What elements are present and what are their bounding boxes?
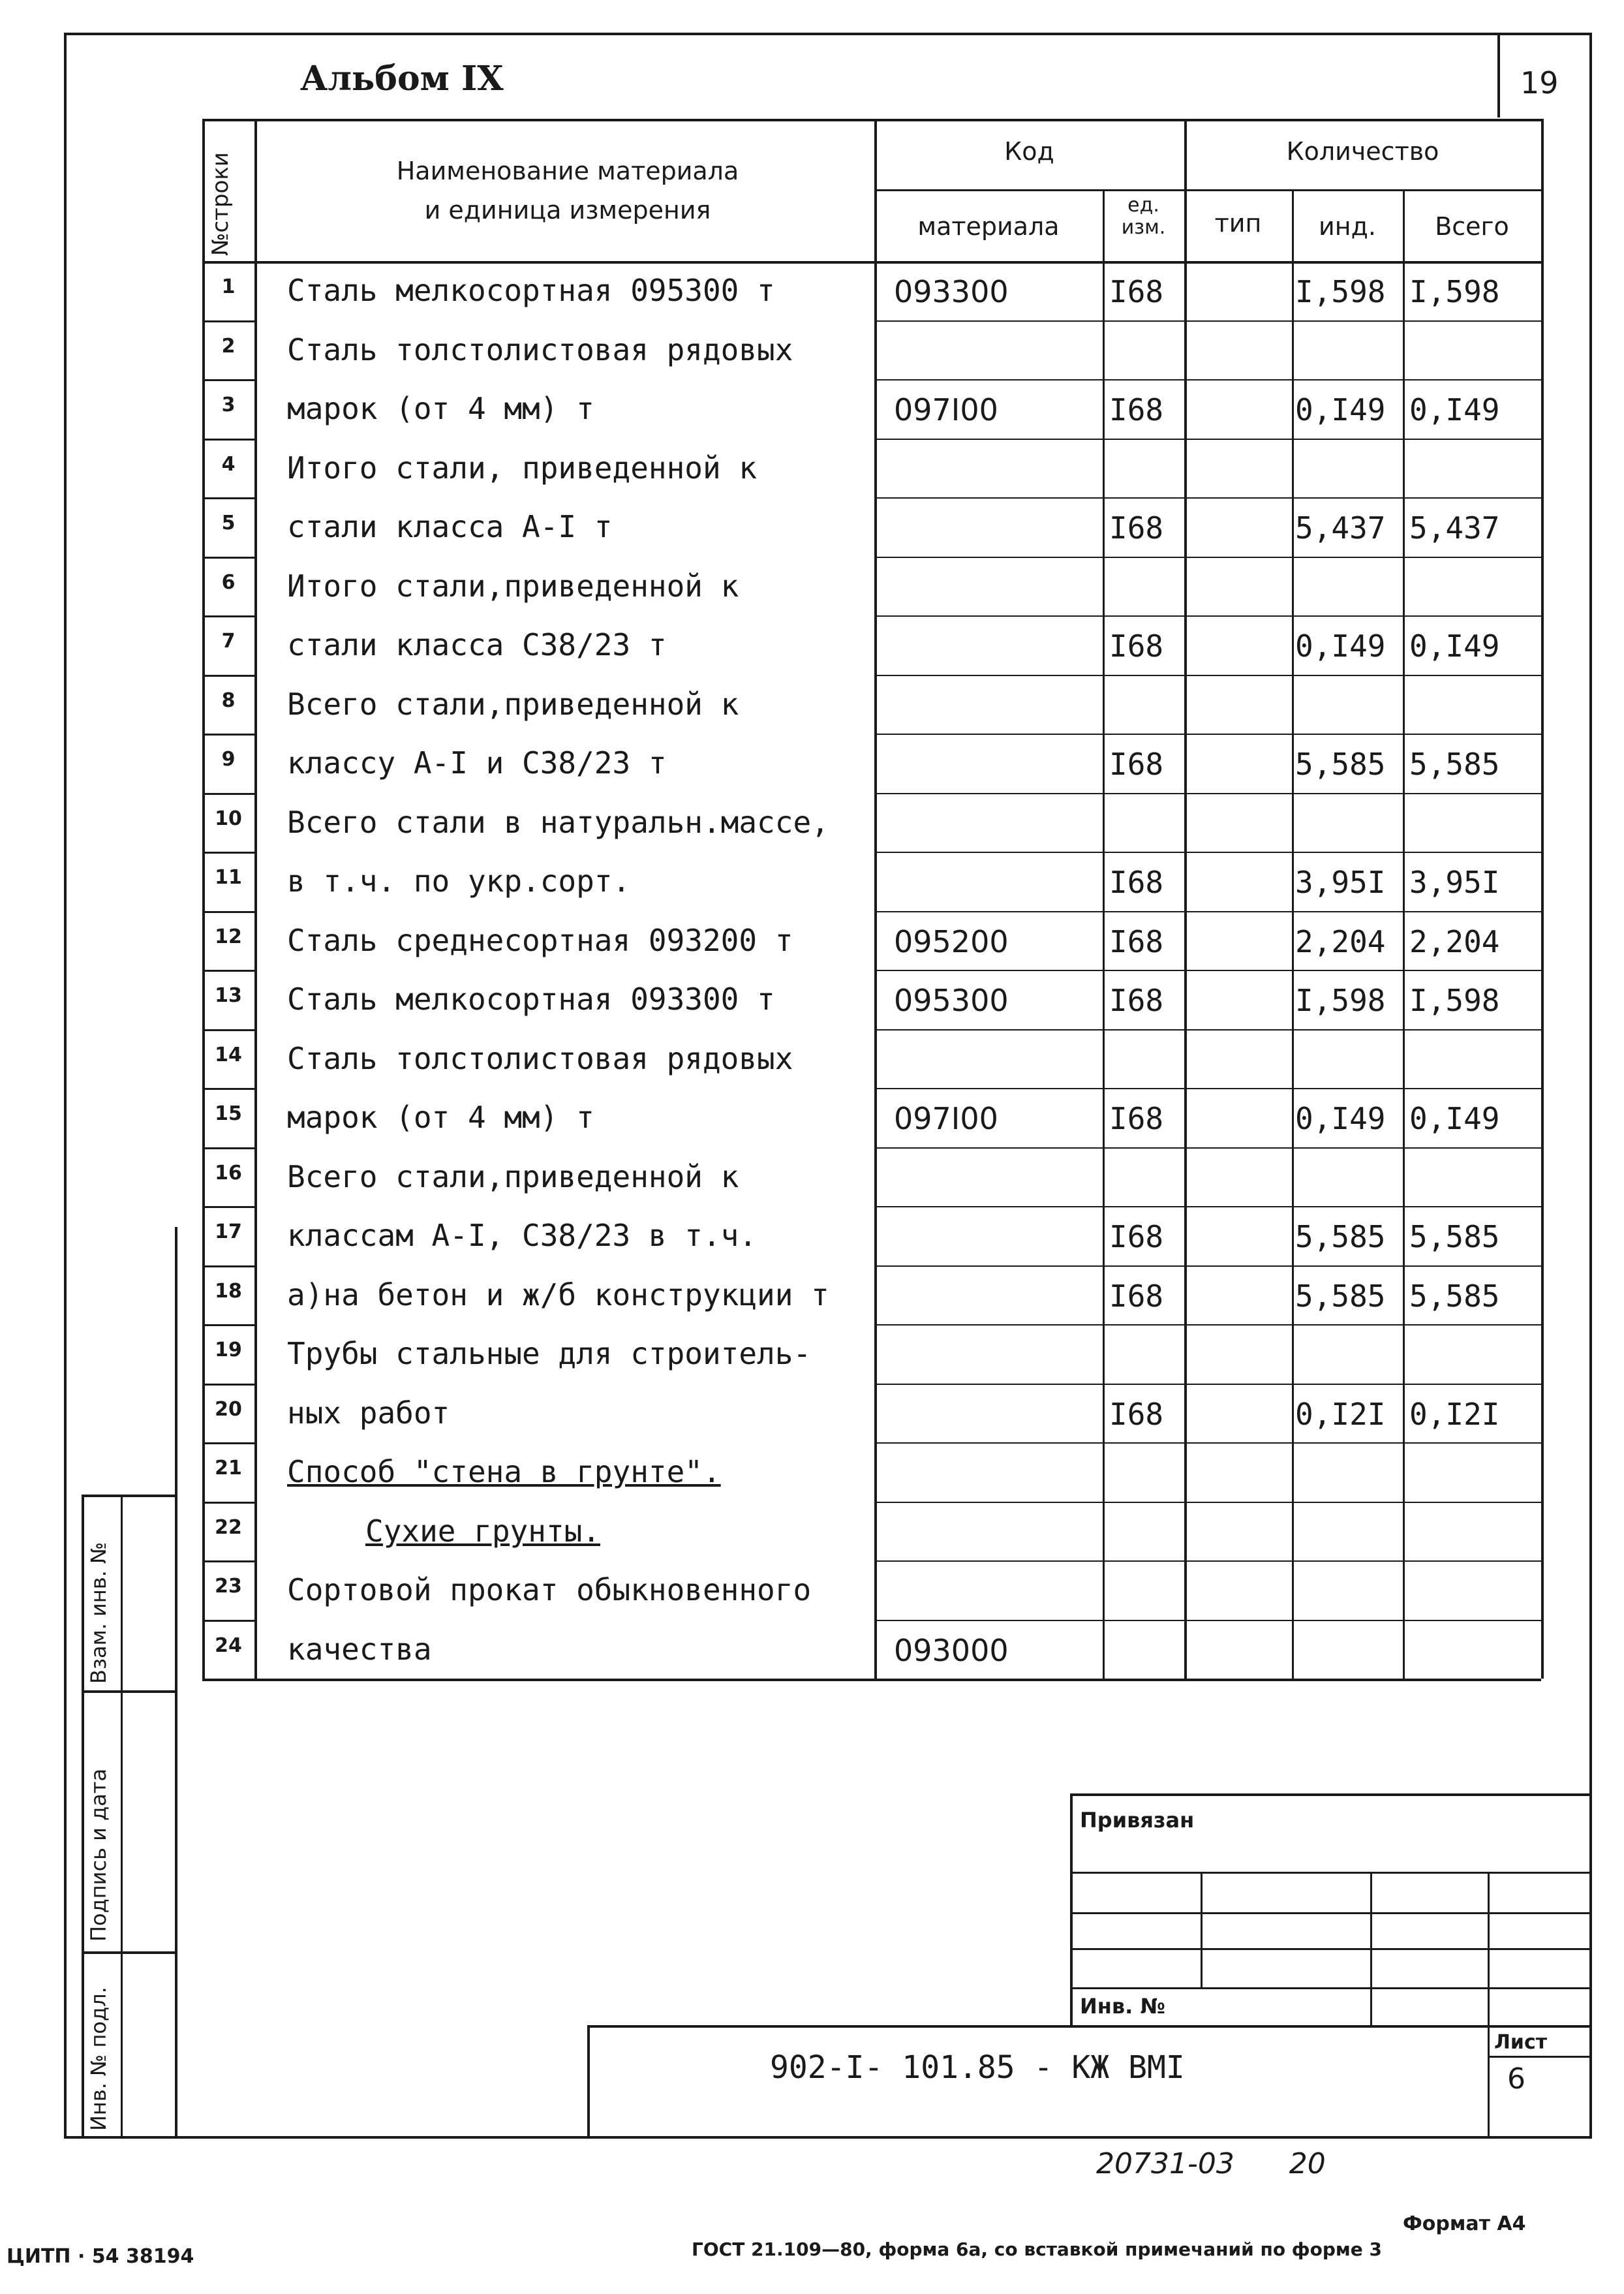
row-name: Сортовой прокат обыкновенного bbox=[287, 1572, 812, 1607]
row-name: марок (от 4 мм) т bbox=[287, 391, 594, 426]
header-unit: ед. изм. bbox=[1121, 194, 1166, 239]
row-divider bbox=[874, 852, 1541, 853]
row-unit: I68 bbox=[1109, 1278, 1164, 1314]
row-divider bbox=[874, 1029, 1541, 1031]
row-number-divider bbox=[202, 1324, 254, 1326]
header-ind: инд. bbox=[1319, 212, 1376, 241]
col-line-2 bbox=[874, 119, 877, 1679]
row-name: марок (от 4 мм) т bbox=[287, 1100, 594, 1135]
row-divider bbox=[874, 1560, 1541, 1562]
header-code: Код bbox=[1004, 137, 1054, 166]
row-number-divider bbox=[202, 557, 254, 559]
row-number: 14 bbox=[215, 1043, 242, 1066]
row-number-divider bbox=[202, 675, 254, 677]
row-name: Сталь среднесортная 093200 т bbox=[287, 922, 793, 958]
row-ind: 0,I49 bbox=[1295, 628, 1386, 664]
row-divider bbox=[874, 1324, 1541, 1325]
row-number: 23 bbox=[215, 1575, 242, 1598]
side-strip-line bbox=[82, 1495, 84, 2137]
header-bottom bbox=[202, 261, 1541, 264]
row-name: стали класса А-I т bbox=[287, 509, 613, 544]
row-number: 19 bbox=[215, 1339, 242, 1361]
frame-bottom bbox=[64, 2136, 1592, 2139]
footer-right: ГОСТ 21.109—80, форма 6а, со вставкой примечаний по форме 3 bbox=[692, 2239, 1382, 2260]
row-number: 15 bbox=[215, 1102, 242, 1125]
row-ind: 5,585 bbox=[1295, 1219, 1386, 1254]
stamp-v2 bbox=[1370, 1872, 1372, 2025]
row-code: 097I00 bbox=[894, 1101, 998, 1136]
side-strip-top bbox=[82, 1495, 176, 1497]
row-unit: I68 bbox=[1109, 1396, 1164, 1432]
row-ind: 0,I49 bbox=[1295, 1101, 1386, 1136]
inner-left-margin bbox=[175, 1227, 177, 2137]
row-unit: I68 bbox=[1109, 1219, 1164, 1254]
row-divider bbox=[874, 793, 1541, 794]
row-unit: I68 bbox=[1109, 392, 1164, 427]
header-row-number: №строки bbox=[207, 152, 234, 256]
row-divider bbox=[874, 497, 1541, 499]
col-line-3 bbox=[1103, 189, 1105, 1679]
row-number-divider bbox=[202, 1088, 254, 1090]
header-name-line2: и единица измерения bbox=[424, 196, 711, 225]
row-code: 093300 bbox=[894, 274, 1009, 309]
row-number: 18 bbox=[215, 1279, 242, 1303]
row-name: Итого стали, приведенной к bbox=[287, 450, 758, 486]
format-label: Формат А4 bbox=[1403, 2212, 1526, 2235]
stamp-privyazan: Привязан bbox=[1080, 1808, 1195, 1833]
row-divider bbox=[874, 1384, 1541, 1385]
row-total: 3,95I bbox=[1409, 865, 1500, 900]
row-ind: I,598 bbox=[1295, 274, 1386, 309]
row-number-divider bbox=[202, 439, 254, 441]
row-name: Всего стали в натуральн.массе, bbox=[287, 804, 829, 840]
row-name: Сталь толстолистовая рядовых bbox=[287, 1040, 793, 1076]
stamp-h2 bbox=[1070, 1912, 1592, 1914]
row-code: 097I00 bbox=[894, 392, 998, 427]
row-unit: I68 bbox=[1109, 274, 1164, 309]
row-name: стали класса С38/23 т bbox=[287, 627, 667, 662]
stamp-h4 bbox=[1070, 1987, 1592, 1989]
row-divider bbox=[874, 970, 1541, 971]
row-number-divider bbox=[202, 1206, 254, 1208]
row-code: 095200 bbox=[894, 923, 1009, 959]
title-block-top bbox=[587, 2025, 1592, 2028]
row-unit: I68 bbox=[1109, 983, 1164, 1018]
row-number-divider bbox=[202, 1442, 254, 1444]
row-divider bbox=[874, 1088, 1541, 1089]
row-total: I,598 bbox=[1409, 983, 1500, 1018]
col-line-1 bbox=[254, 119, 257, 1679]
row-number: 9 bbox=[221, 748, 236, 771]
row-divider bbox=[874, 1502, 1541, 1503]
row-number: 11 bbox=[215, 866, 242, 889]
row-name: Сталь толстолистовая рядовых bbox=[287, 332, 793, 367]
row-divider bbox=[874, 1620, 1541, 1621]
header-quantity: Количество bbox=[1286, 137, 1439, 166]
row-name: Сталь мелкосортная 095300 т bbox=[287, 273, 775, 308]
header-name-line1: Наименование материала bbox=[396, 157, 739, 185]
frame-top bbox=[64, 33, 1591, 35]
row-number-divider bbox=[202, 615, 254, 617]
row-number-divider bbox=[202, 911, 254, 913]
row-name: Всего стали,приведенной к bbox=[287, 686, 739, 722]
row-ind: I,598 bbox=[1295, 983, 1386, 1018]
footer-left: ЦИТП · 54 38194 bbox=[7, 2245, 194, 2268]
row-total: 5,585 bbox=[1409, 747, 1500, 782]
row-number: 24 bbox=[215, 1634, 242, 1657]
side-label-podpis: Подпись и дата bbox=[86, 1768, 111, 1942]
header-type: тип bbox=[1214, 209, 1262, 238]
row-ind: 5,585 bbox=[1295, 747, 1386, 782]
row-ind: 5,437 bbox=[1295, 510, 1386, 546]
row-total: 5,437 bbox=[1409, 510, 1500, 546]
side-strip-div1 bbox=[82, 1690, 176, 1693]
row-number: 7 bbox=[221, 630, 236, 653]
row-ind: 2,204 bbox=[1295, 923, 1386, 959]
sheet-corner-number: 19 bbox=[1520, 65, 1559, 101]
row-number-divider bbox=[202, 379, 254, 381]
side-strip-div2 bbox=[82, 1951, 176, 1954]
row-number-divider bbox=[202, 1502, 254, 1504]
row-number-divider bbox=[202, 793, 254, 795]
row-unit: I68 bbox=[1109, 923, 1164, 959]
row-number-divider bbox=[202, 1560, 254, 1562]
stamp-v1 bbox=[1201, 1872, 1203, 1987]
row-number: 6 bbox=[221, 570, 236, 594]
row-number-divider bbox=[202, 1147, 254, 1149]
row-divider bbox=[874, 734, 1541, 735]
row-number: 5 bbox=[221, 512, 236, 535]
row-name: качества bbox=[287, 1631, 432, 1667]
row-code: 095300 bbox=[894, 983, 1009, 1018]
row-number: 20 bbox=[215, 1397, 242, 1421]
row-number-divider bbox=[202, 1384, 254, 1386]
row-divider bbox=[874, 615, 1541, 617]
header-total: Всего bbox=[1435, 212, 1509, 241]
stamp-inv-no: Инв. № bbox=[1080, 1994, 1165, 2019]
row-unit: I68 bbox=[1109, 510, 1164, 546]
side-label-vzam: Взам. инв. № bbox=[86, 1542, 111, 1684]
row-number: 1 bbox=[221, 275, 236, 298]
frame-right bbox=[1589, 33, 1592, 2137]
row-total: 5,585 bbox=[1409, 1219, 1500, 1254]
row-total: 0,I49 bbox=[1409, 1101, 1500, 1136]
row-unit: I68 bbox=[1109, 628, 1164, 664]
row-number: 8 bbox=[221, 689, 236, 712]
frame-left bbox=[64, 33, 67, 2137]
row-ind: 5,585 bbox=[1295, 1278, 1386, 1314]
row-number-divider bbox=[202, 1620, 254, 1622]
below-stamp-code: 20731-03 20 bbox=[1096, 2147, 1326, 2180]
row-code: 093000 bbox=[894, 1632, 1009, 1668]
row-number-divider bbox=[202, 320, 254, 322]
title-block-list-divider bbox=[1488, 2025, 1490, 2137]
row-total: 2,204 bbox=[1409, 923, 1500, 959]
row-number: 13 bbox=[215, 984, 242, 1007]
row-total: I,598 bbox=[1409, 274, 1500, 309]
doc-code: 902-I- 101.85 - КЖ ВМI bbox=[770, 2049, 1185, 2086]
row-number-divider bbox=[202, 1029, 254, 1031]
row-number-divider bbox=[202, 970, 254, 972]
col-line-7 bbox=[1541, 119, 1544, 1679]
row-number: 10 bbox=[215, 807, 242, 830]
header-mid bbox=[874, 189, 1541, 191]
stamp-v3 bbox=[1488, 1872, 1490, 2025]
row-ind: 0,I2I bbox=[1295, 1396, 1386, 1432]
stamp-h3 bbox=[1070, 1948, 1592, 1950]
row-number: 21 bbox=[215, 1457, 242, 1480]
row-divider bbox=[874, 675, 1541, 676]
title-block-left bbox=[587, 2025, 590, 2137]
row-unit: I68 bbox=[1109, 865, 1164, 900]
row-name: в т.ч. по укр.сорт. bbox=[287, 863, 631, 899]
row-number: 4 bbox=[221, 452, 236, 476]
row-name: Сталь мелкосортная 093300 т bbox=[287, 982, 775, 1017]
row-number-divider bbox=[202, 734, 254, 736]
row-number: 16 bbox=[215, 1161, 242, 1185]
row-number: 12 bbox=[215, 925, 242, 948]
row-name: Сухие грунты. bbox=[365, 1513, 601, 1549]
row-divider bbox=[874, 911, 1541, 912]
row-name: классу А-I и С38/23 т bbox=[287, 745, 667, 781]
row-divider bbox=[874, 320, 1541, 322]
row-ind: 0,I49 bbox=[1295, 392, 1386, 427]
row-unit: I68 bbox=[1109, 1101, 1164, 1136]
list-number: 6 bbox=[1507, 2062, 1525, 2096]
row-name: а)на бетон и ж/б конструкции т bbox=[287, 1277, 829, 1312]
row-name: Итого стали,приведенной к bbox=[287, 568, 739, 604]
row-divider bbox=[874, 379, 1541, 380]
table-top bbox=[202, 119, 1541, 121]
col-line-4 bbox=[1184, 119, 1187, 1679]
list-label: Лист bbox=[1494, 2031, 1548, 2054]
side-strip-inner bbox=[121, 1495, 123, 2137]
row-name: Способ "стена в грунте". bbox=[287, 1454, 721, 1489]
side-label-inv-podl: Инв. № подл. bbox=[86, 1987, 111, 2131]
row-divider bbox=[874, 1442, 1541, 1444]
row-name: ных работ bbox=[287, 1395, 450, 1431]
row-number: 17 bbox=[215, 1220, 242, 1243]
corner-box-divider bbox=[1497, 33, 1500, 117]
row-divider bbox=[874, 557, 1541, 558]
row-total: 0,I49 bbox=[1409, 392, 1500, 427]
row-number: 3 bbox=[221, 394, 236, 416]
row-total: 0,I49 bbox=[1409, 628, 1500, 664]
row-total: 5,585 bbox=[1409, 1278, 1500, 1314]
row-number-divider bbox=[202, 1265, 254, 1267]
row-divider bbox=[874, 1265, 1541, 1267]
row-unit: I68 bbox=[1109, 747, 1164, 782]
row-divider bbox=[874, 1147, 1541, 1149]
stamp-top bbox=[1070, 1793, 1592, 1796]
row-divider bbox=[874, 1206, 1541, 1207]
row-name: Трубы стальные для строитель- bbox=[287, 1336, 812, 1371]
album-title: Альбом IX bbox=[300, 59, 504, 99]
row-name: классам А-I, С38/23 в т.ч. bbox=[287, 1218, 758, 1253]
row-number-divider bbox=[202, 852, 254, 854]
row-number: 22 bbox=[215, 1515, 242, 1539]
row-number-divider bbox=[202, 497, 254, 499]
stamp-left bbox=[1070, 1793, 1073, 2025]
row-ind: 3,95I bbox=[1295, 865, 1386, 900]
header-material: материала bbox=[917, 212, 1060, 241]
table-bottom bbox=[202, 1679, 1541, 1681]
row-number: 2 bbox=[221, 334, 236, 358]
col-line-6 bbox=[1403, 189, 1405, 1679]
row-total: 0,I2I bbox=[1409, 1396, 1500, 1432]
col-line-0 bbox=[202, 119, 205, 1679]
row-name: Всего стали,приведенной к bbox=[287, 1158, 739, 1194]
col-line-5 bbox=[1292, 189, 1294, 1679]
title-block-list-h bbox=[1488, 2056, 1592, 2058]
row-divider bbox=[874, 439, 1541, 440]
stamp-h1 bbox=[1070, 1872, 1592, 1874]
